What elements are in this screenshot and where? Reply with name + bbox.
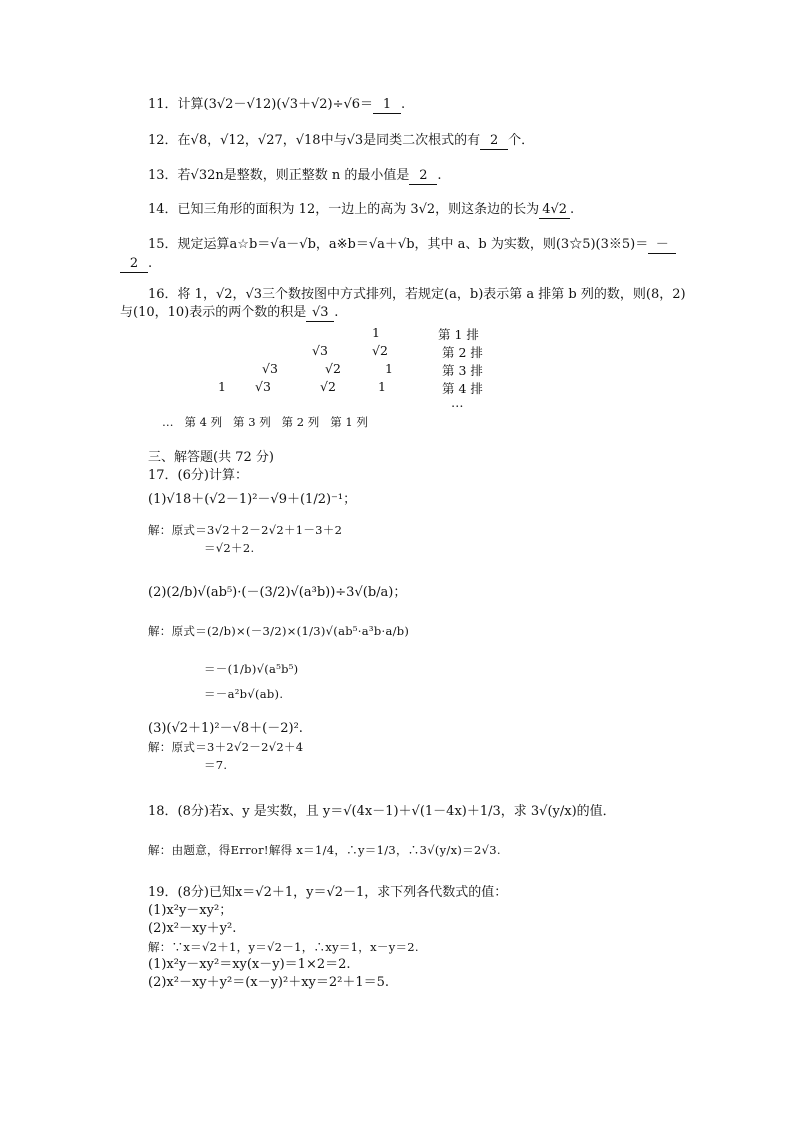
- question-17-part2: (2)(2/b)√(ab⁵)·(－(3/2)√(a³b))÷3√(b/a)；: [148, 585, 407, 600]
- problem-15-text: 15．规定运算a☆b＝√a－√b，a※b＝√a＋√b，其中 a、b 为实数，则(3☆5)(3※5)＝: [148, 237, 649, 252]
- problem-13-text: 13．若√32n是整数，则正整数 n 的最小值是: [148, 168, 410, 183]
- question-19-part2: (2)x²－xy＋y².: [148, 921, 237, 936]
- problem-11: 11．计算(3√2－√12)(√3＋√2)÷√6＝ 1 .: [148, 97, 406, 112]
- row-label: 第 1 排: [438, 327, 479, 342]
- row-label: 第 3 排: [442, 363, 483, 378]
- solution-17-1-line1: 解：原式＝3√2＋2－2√2＋1－3＋2: [148, 523, 343, 537]
- problem-13-answer: 2: [409, 168, 437, 185]
- question-17-part3: (3)(√2＋1)²－√8＋(－2)².: [148, 721, 303, 736]
- triangle-cell: 1: [372, 325, 380, 340]
- solution-17-3-line1: 解：原式＝3＋2√2－2√2＋4: [148, 740, 304, 754]
- solution-19-line1: 解：∵x＝√2＋1，y＝√2－1，∴xy＝1，x－y＝2.: [148, 940, 419, 954]
- triangle-cell: √3: [312, 343, 328, 358]
- problem-14: 14．已知三角形的面积为 12，一边上的高为 3√2，则这条边的长为 4√2 .: [148, 202, 575, 217]
- question-17: 17．(6分)计算：: [148, 468, 248, 483]
- problem-11-answer: 1: [373, 97, 401, 114]
- continuation-dots: …: [451, 395, 464, 410]
- problem-15-continued: 2 .: [120, 256, 152, 273]
- question-19-part1: (1)x²y－xy²；: [148, 903, 233, 918]
- problem-14-answer: 4√2: [539, 202, 570, 219]
- problem-13: 13．若√32n是整数，则正整数 n 的最小值是 2 .: [148, 168, 442, 183]
- solution-17-1-line2: ＝√2＋2.: [204, 541, 255, 555]
- triangle-cell: √2: [325, 361, 341, 376]
- problem-15-answer-part1: －: [648, 237, 676, 254]
- row-label: 第 4 排: [442, 381, 483, 396]
- question-19: 19．(8分)已知x＝√2＋1，y＝√2－1，求下列各代数式的值：: [148, 885, 508, 900]
- solution-19-line3: (2)x²－xy＋y²＝(x－y)²＋xy＝2²＋1＝5.: [148, 975, 390, 990]
- row-label: 第 2 排: [442, 345, 483, 360]
- problem-15: [148, 237, 676, 254]
- triangle-cell: 1: [218, 379, 226, 394]
- triangle-cell: 1: [385, 361, 393, 376]
- solution-17-2-line1: 解：原式＝(2/b)×(－3/2)×(1/3)√(ab⁵·a³b·a/b): [148, 624, 410, 638]
- question-17-part1: (1)√18＋(√2－1)²－√9＋(1/2)⁻¹；: [148, 492, 357, 507]
- section-heading: 三、解答题(共 72 分): [148, 450, 274, 465]
- problem-12-tail: 个．: [508, 133, 535, 148]
- solution-17-2-line3: ＝－a²b√(ab).: [204, 687, 284, 701]
- problem-16-text: 与(10，10)表示的两个数的积是: [120, 305, 307, 320]
- triangle-cell: √3: [262, 361, 278, 376]
- solution-17-3-line2: ＝7.: [204, 758, 228, 772]
- problem-11-text: 11．计算(3√2－√12)(√3＋√2)÷√6＝: [148, 97, 374, 112]
- problem-12-answer: 2: [480, 133, 508, 150]
- triangle-cell: 1: [378, 379, 386, 394]
- problem-14-text: 14．已知三角形的面积为 12，一边上的高为 3√2，则这条边的长为: [148, 202, 540, 217]
- problem-16-line1: 16．将 1，√2，√3三个数按图中方式排列，若规定(a，b)表示第 a 排第 b 列的数，则(8，2): [148, 287, 686, 302]
- solution-19-line2: (1)x²y－xy²＝xy(x－y)＝1×2＝2.: [148, 957, 351, 972]
- triangle-cell: √3: [255, 379, 271, 394]
- question-18: 18．(8分)若x、y 是实数，且 y＝√(4x－1)＋√(1－4x)＋1/3，求 3√(y/x)的值．: [148, 804, 616, 819]
- problem-12: [148, 133, 534, 150]
- problem-16-answer: √3: [306, 305, 334, 322]
- triangle-cell: √2: [320, 379, 336, 394]
- solution-18: 解：由题意，得Error!解得 x＝1/4，∴y＝1/3，∴3√(y/x)＝2√3.: [148, 843, 501, 857]
- solution-17-2-line2: ＝－(1/b)√(a⁵b⁵): [204, 662, 299, 676]
- triangle-cell: √2: [372, 343, 388, 358]
- problem-12-text: 12．在√8，√12，√27，√18中与√3是同类二次根式的有: [148, 133, 481, 148]
- problem-15-answer-part2: 2: [120, 256, 148, 273]
- problem-16-line2: 与(10，10)表示的两个数的积是 √3 .: [120, 305, 339, 320]
- column-labels: … 第 4 列 第 3 列 第 2 列 第 1 列: [162, 415, 368, 429]
